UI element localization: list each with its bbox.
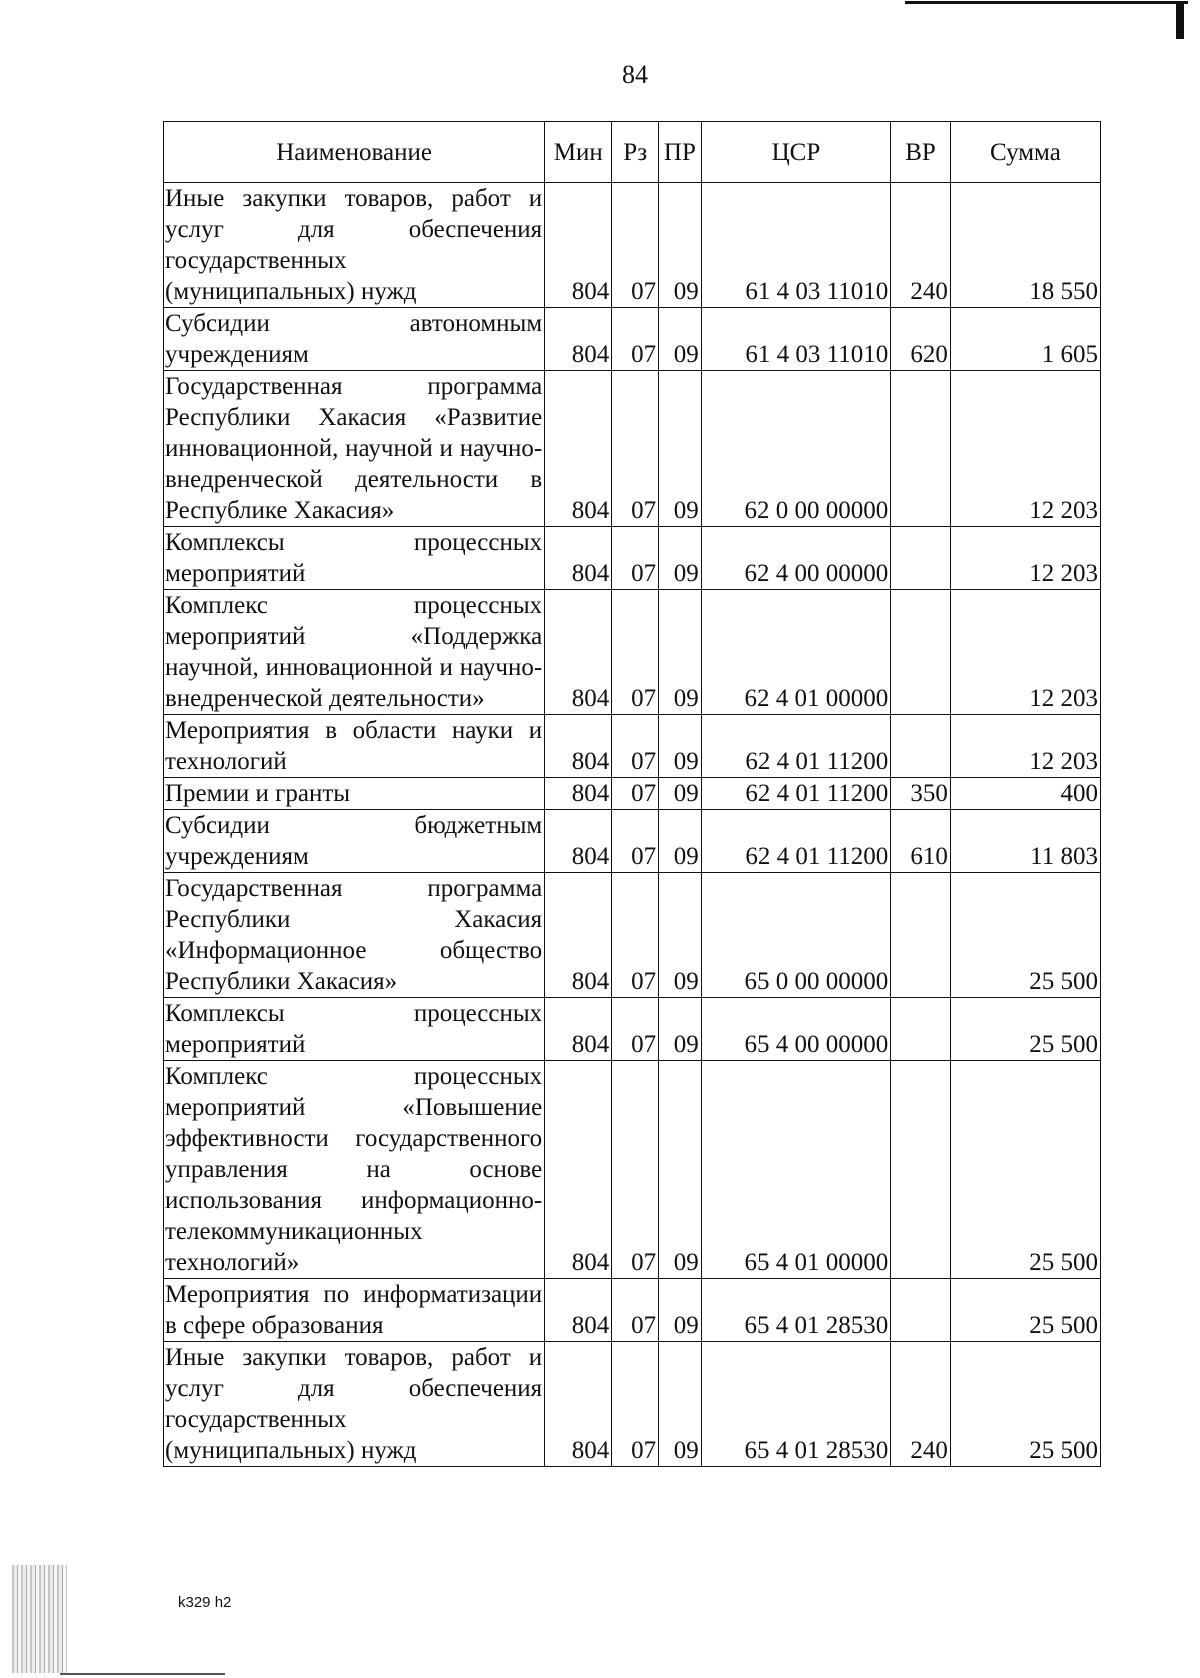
document-code: k329 h2 (178, 1594, 232, 1611)
cell-sum: 12 203 (950, 527, 1100, 590)
table-row (164, 527, 1101, 590)
cell-vr: 240 (891, 183, 951, 308)
cell-csr: 61 4 03 11010 (701, 308, 891, 371)
cell-min: 804 (545, 1342, 612, 1467)
cell-csr: 65 4 00 00000 (701, 998, 891, 1061)
table-row (164, 998, 1101, 1061)
cell-rz: 07 (612, 371, 659, 527)
cell-rz: 07 (612, 1061, 659, 1279)
cell-name: Государственная программа Республики Хакасия «Информационное общество Республики Хакасия» (164, 873, 545, 998)
cell-sum: 12 203 (950, 590, 1100, 715)
cell-min: 804 (545, 778, 612, 810)
cell-min: 804 (545, 1061, 612, 1279)
cell-sum: 12 203 (950, 371, 1100, 527)
cell-name: Государственная программа Республики Хакасия «Развитие инновационной, научной и научно-внедренческой деятельности в Республике Хакасия» (164, 371, 545, 527)
cell-csr: 62 4 01 00000 (701, 590, 891, 715)
cell-min: 804 (545, 810, 612, 873)
table-row (164, 371, 1101, 527)
table-body (164, 183, 1101, 1467)
cell-pr: 09 (659, 1279, 702, 1342)
cell-name: Иные закупки товаров, работ и услуг для обеспечения государственных (муниципальных) нужд (164, 1342, 545, 1467)
header-name: Наименование (164, 122, 545, 183)
page-number: 84 (622, 60, 648, 89)
cell-rz: 07 (612, 778, 659, 810)
cell-vr (891, 527, 951, 590)
cell-name: Мероприятия по информатизации в сфере образования (164, 1279, 545, 1342)
cell-vr (891, 1279, 951, 1342)
cell-min: 804 (545, 1279, 612, 1342)
cell-vr (891, 371, 951, 527)
cell-sum: 400 (950, 778, 1100, 810)
cell-rz: 07 (612, 1279, 659, 1342)
cell-vr (891, 590, 951, 715)
cell-vr (891, 873, 951, 998)
cell-csr: 62 4 01 11200 (701, 810, 891, 873)
cell-pr: 09 (659, 873, 702, 998)
scan-corner-mark (905, 1, 1188, 4)
cell-csr: 62 4 01 11200 (701, 715, 891, 778)
cell-sum: 25 500 (950, 998, 1100, 1061)
cell-rz: 07 (612, 527, 659, 590)
table-row (164, 183, 1101, 308)
cell-pr: 09 (659, 183, 702, 308)
table-row (164, 715, 1101, 778)
cell-pr: 09 (659, 308, 702, 371)
cell-pr: 09 (659, 715, 702, 778)
cell-rz: 07 (612, 1342, 659, 1467)
cell-name: Комплексы процессных мероприятий (164, 527, 545, 590)
cell-pr: 09 (659, 998, 702, 1061)
table-row (164, 778, 1101, 810)
table-row (164, 873, 1101, 998)
cell-name: Премии и гранты (164, 778, 545, 810)
cell-name: Субсидии бюджетным учреждениям (164, 810, 545, 873)
cell-name: Субсидии автономным учреждениям (164, 308, 545, 371)
cell-rz: 07 (612, 590, 659, 715)
cell-vr (891, 1061, 951, 1279)
cell-vr: 610 (891, 810, 951, 873)
cell-sum: 12 203 (950, 715, 1100, 778)
scan-artifact (12, 1565, 67, 1673)
cell-rz: 07 (612, 715, 659, 778)
header-min: Мин (545, 122, 612, 183)
cell-sum: 25 500 (950, 1279, 1100, 1342)
cell-vr: 620 (891, 308, 951, 371)
cell-min: 804 (545, 183, 612, 308)
cell-rz: 07 (612, 183, 659, 308)
cell-min: 804 (545, 998, 612, 1061)
cell-min: 804 (545, 371, 612, 527)
cell-name: Иные закупки товаров, работ и услуг для обеспечения государственных (муниципальных) нужд (164, 183, 545, 308)
cell-rz: 07 (612, 308, 659, 371)
cell-pr: 09 (659, 810, 702, 873)
cell-csr: 62 4 00 00000 (701, 527, 891, 590)
cell-csr: 65 4 01 00000 (701, 1061, 891, 1279)
table-row (164, 1342, 1101, 1467)
cell-name: Комплекс процессных мероприятий «Поддержка научной, инновационной и научно-внедренческой деятельности» (164, 590, 545, 715)
cell-min: 804 (545, 527, 612, 590)
table-header-row (164, 122, 1101, 183)
cell-vr: 240 (891, 1342, 951, 1467)
cell-min: 804 (545, 715, 612, 778)
cell-csr: 65 4 01 28530 (701, 1279, 891, 1342)
cell-min: 804 (545, 590, 612, 715)
cell-vr (891, 715, 951, 778)
table-row (164, 1279, 1101, 1342)
cell-csr: 61 4 03 11010 (701, 183, 891, 308)
cell-rz: 07 (612, 873, 659, 998)
cell-rz: 07 (612, 998, 659, 1061)
scan-corner-mark-vertical (1176, 1, 1184, 39)
cell-vr: 350 (891, 778, 951, 810)
cell-sum: 25 500 (950, 873, 1100, 998)
header-vr: ВР (891, 122, 951, 183)
cell-rz: 07 (612, 810, 659, 873)
cell-pr: 09 (659, 1342, 702, 1467)
cell-name: Мероприятия в области науки и технологий (164, 715, 545, 778)
cell-csr: 65 0 00 00000 (701, 873, 891, 998)
cell-csr: 62 0 00 00000 (701, 371, 891, 527)
cell-pr: 09 (659, 590, 702, 715)
header-rz: Рз (612, 122, 659, 183)
table-row (164, 308, 1101, 371)
cell-sum: 1 605 (950, 308, 1100, 371)
cell-name: Комплекс процессных мероприятий «Повышение эффективности государственного управления на основе использования информационно-телекоммуникационных технологий» (164, 1061, 545, 1279)
footer-rule (60, 1673, 225, 1675)
cell-pr: 09 (659, 527, 702, 590)
cell-min: 804 (545, 308, 612, 371)
header-sum: Сумма (950, 122, 1100, 183)
header-csr: ЦСР (701, 122, 891, 183)
cell-csr: 62 4 01 11200 (701, 778, 891, 810)
budget-table (163, 121, 1101, 1467)
table-row (164, 810, 1101, 873)
cell-name: Комплексы процессных мероприятий (164, 998, 545, 1061)
cell-sum: 25 500 (950, 1342, 1100, 1467)
cell-pr: 09 (659, 371, 702, 527)
header-pr: ПР (659, 122, 702, 183)
cell-pr: 09 (659, 1061, 702, 1279)
cell-min: 804 (545, 873, 612, 998)
cell-csr: 65 4 01 28530 (701, 1342, 891, 1467)
table-row (164, 590, 1101, 715)
cell-sum: 18 550 (950, 183, 1100, 308)
table-row (164, 1061, 1101, 1279)
cell-sum: 11 803 (950, 810, 1100, 873)
cell-sum: 25 500 (950, 1061, 1100, 1279)
cell-pr: 09 (659, 778, 702, 810)
cell-vr (891, 998, 951, 1061)
